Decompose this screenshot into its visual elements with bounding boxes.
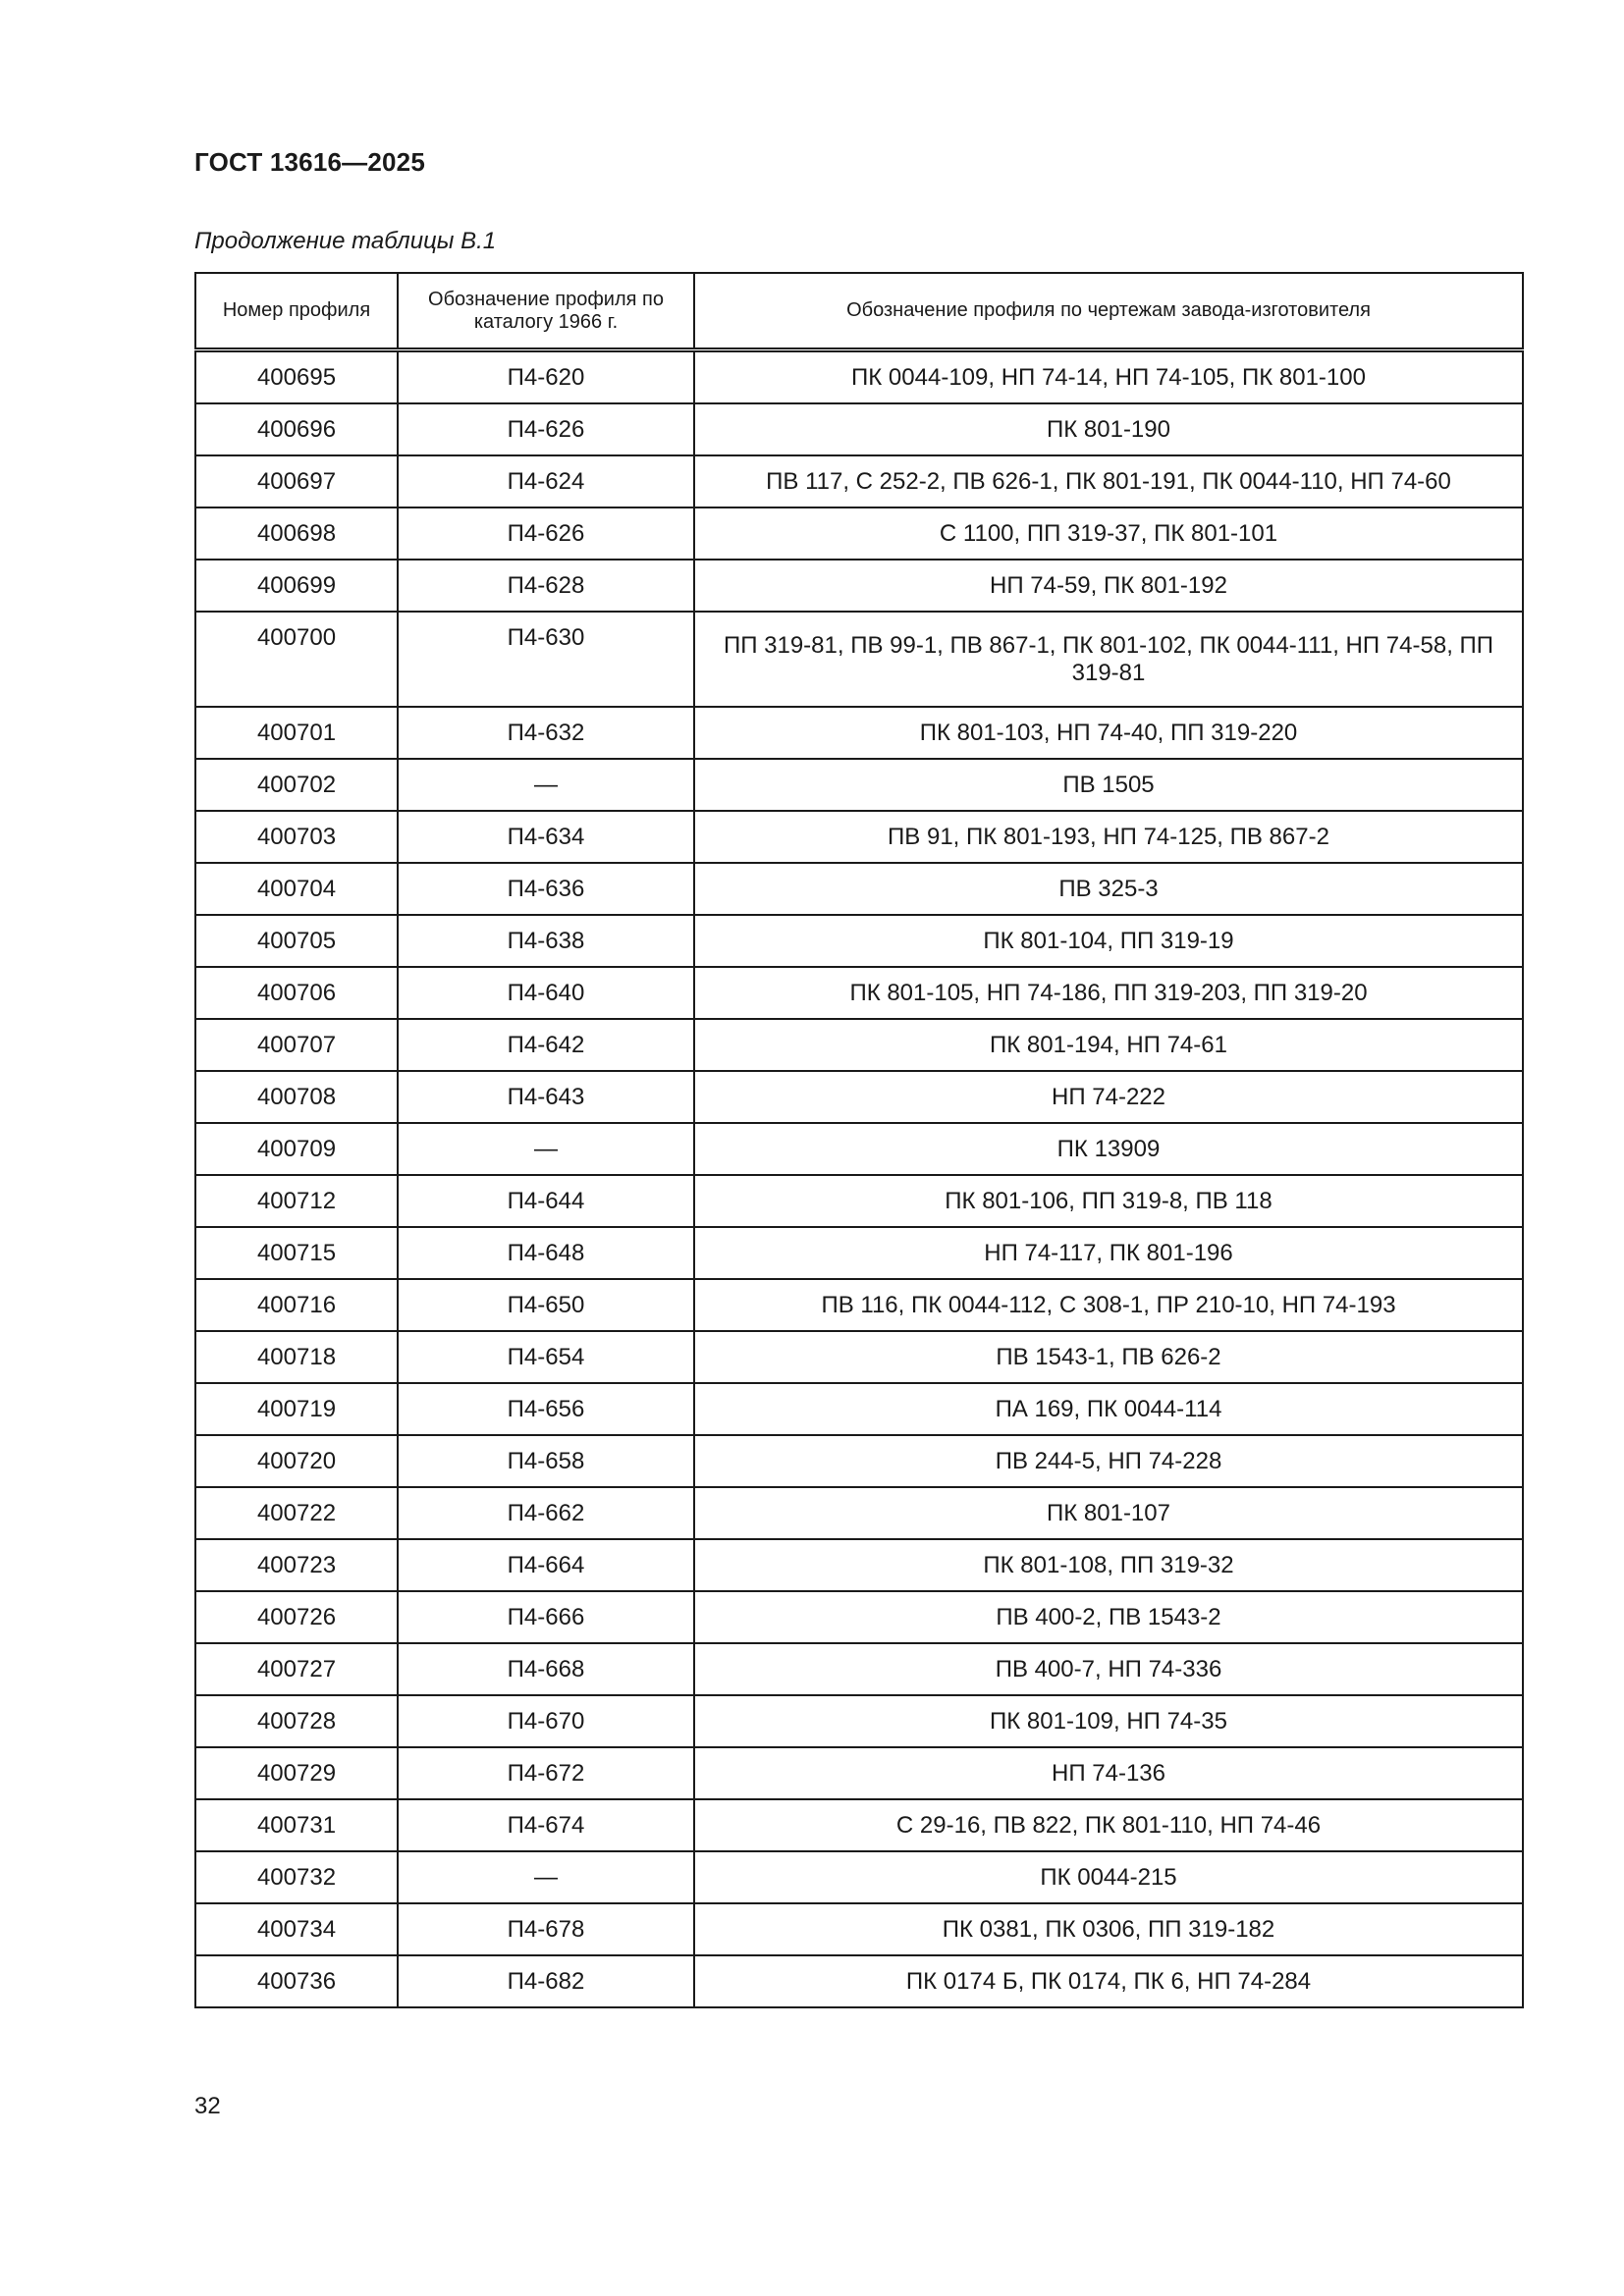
table-row <box>195 1539 1523 1591</box>
catalog-designation-cell: П4-668 <box>398 1643 694 1695</box>
profile-number-cell: 400699 <box>195 560 398 612</box>
profile-number-cell: 400722 <box>195 1487 398 1539</box>
table-header-row <box>195 273 1523 350</box>
table-row <box>195 1019 1523 1071</box>
profile-number-cell: 400696 <box>195 403 398 455</box>
table-row <box>195 1331 1523 1383</box>
table-row <box>195 1071 1523 1123</box>
drawing-designation-cell: ПВ 1543-1, ПВ 626-2 <box>694 1331 1523 1383</box>
table-caption: Продолжение таблицы В.1 <box>194 228 497 254</box>
catalog-designation-cell: П4-644 <box>398 1175 694 1227</box>
table-row <box>195 507 1523 560</box>
profile-number-cell: 400703 <box>195 811 398 863</box>
profile-number-cell: 400723 <box>195 1539 398 1591</box>
table-row <box>195 1175 1523 1227</box>
catalog-designation-cell: П4-648 <box>398 1227 694 1279</box>
table-row <box>195 967 1523 1019</box>
profile-number-cell: 400734 <box>195 1903 398 1955</box>
drawing-designation-cell: ПВ 116, ПК 0044-112, С 308-1, ПР 210-10, НП 74-193 <box>694 1279 1523 1331</box>
catalog-designation-cell: П4-638 <box>398 915 694 967</box>
drawing-designation-cell: ПВ 244-5, НП 74-228 <box>694 1435 1523 1487</box>
profile-number-cell: 400731 <box>195 1799 398 1851</box>
profile-number-cell: 400736 <box>195 1955 398 2007</box>
catalog-designation-cell: П4-640 <box>398 967 694 1019</box>
catalog-designation-cell: П4-664 <box>398 1539 694 1591</box>
profile-number-cell: 400729 <box>195 1747 398 1799</box>
drawing-designation-cell: НП 74-117, ПК 801-196 <box>694 1227 1523 1279</box>
drawing-designation-cell: ПК 0044-215 <box>694 1851 1523 1903</box>
table-row <box>195 1695 1523 1747</box>
profile-number-cell: 400728 <box>195 1695 398 1747</box>
catalog-designation-cell: П4-672 <box>398 1747 694 1799</box>
catalog-designation-cell: П4-670 <box>398 1695 694 1747</box>
table-row <box>195 759 1523 811</box>
profile-number-cell: 400715 <box>195 1227 398 1279</box>
drawing-designation-cell: ПВ 1505 <box>694 759 1523 811</box>
table-row <box>195 1591 1523 1643</box>
drawing-designation-cell: С 29-16, ПВ 822, ПК 801-110, НП 74-46 <box>694 1799 1523 1851</box>
catalog-designation-cell: — <box>398 1851 694 1903</box>
profile-number-cell: 400706 <box>195 967 398 1019</box>
catalog-designation-cell: П4-624 <box>398 455 694 507</box>
table-row <box>195 612 1523 707</box>
catalog-designation-cell: П4-642 <box>398 1019 694 1071</box>
drawing-designation-cell: ПК 801-190 <box>694 403 1523 455</box>
catalog-designation-cell: П4-626 <box>398 403 694 455</box>
drawing-designation-cell: ПВ 325-3 <box>694 863 1523 915</box>
catalog-designation-cell: П4-620 <box>398 350 694 404</box>
profile-number-cell: 400701 <box>195 707 398 759</box>
catalog-designation-cell: П4-636 <box>398 863 694 915</box>
table-row <box>195 403 1523 455</box>
profile-number-cell: 400716 <box>195 1279 398 1331</box>
catalog-designation-cell: П4-634 <box>398 811 694 863</box>
catalog-designation-cell: П4-626 <box>398 507 694 560</box>
drawing-designation-cell: ПВ 91, ПК 801-193, НП 74-125, ПВ 867-2 <box>694 811 1523 863</box>
drawing-designation-cell: ПК 801-194, НП 74-61 <box>694 1019 1523 1071</box>
profile-number-cell: 400719 <box>195 1383 398 1435</box>
profile-number-cell: 400702 <box>195 759 398 811</box>
profile-table <box>194 272 1524 2008</box>
profile-number-cell: 400708 <box>195 1071 398 1123</box>
catalog-designation-cell: П4-630 <box>398 612 694 707</box>
profile-number-cell: 400718 <box>195 1331 398 1383</box>
table-row <box>195 455 1523 507</box>
table-row <box>195 1383 1523 1435</box>
profile-number-cell: 400732 <box>195 1851 398 1903</box>
table-row <box>195 811 1523 863</box>
profile-number-cell: 400697 <box>195 455 398 507</box>
drawing-designation-cell: ПК 801-104, ПП 319-19 <box>694 915 1523 967</box>
drawing-designation-cell: ПК 801-105, НП 74-186, ПП 319-203, ПП 319-20 <box>694 967 1523 1019</box>
table-body <box>195 350 1523 2008</box>
drawing-designation-cell: ПК 0044-109, НП 74-14, НП 74-105, ПК 801-100 <box>694 350 1523 404</box>
table-row <box>195 1955 1523 2007</box>
table-row <box>195 1851 1523 1903</box>
profile-number-cell: 400720 <box>195 1435 398 1487</box>
drawing-designation-cell: ПК 13909 <box>694 1123 1523 1175</box>
catalog-designation-cell: П4-650 <box>398 1279 694 1331</box>
catalog-designation-cell: П4-678 <box>398 1903 694 1955</box>
drawing-designation-cell: ПК 0174 Б, ПК 0174, ПК 6, НП 74-284 <box>694 1955 1523 2007</box>
table-row <box>195 707 1523 759</box>
catalog-designation-cell: П4-662 <box>398 1487 694 1539</box>
table-row <box>195 1903 1523 1955</box>
drawing-designation-cell: ПВ 400-2, ПВ 1543-2 <box>694 1591 1523 1643</box>
profile-number-cell: 400700 <box>195 612 398 707</box>
page-number: 32 <box>194 2093 221 2119</box>
table-row <box>195 1747 1523 1799</box>
profile-number-cell: 400695 <box>195 350 398 404</box>
table-row <box>195 1643 1523 1695</box>
profile-number-cell: 400726 <box>195 1591 398 1643</box>
catalog-designation-cell: П4-656 <box>398 1383 694 1435</box>
profile-number-cell: 400727 <box>195 1643 398 1695</box>
drawing-designation-cell: ПК 801-103, НП 74-40, ПП 319-220 <box>694 707 1523 759</box>
table-row <box>195 1435 1523 1487</box>
table-row <box>195 1123 1523 1175</box>
drawing-designation-cell: ПА 169, ПК 0044-114 <box>694 1383 1523 1435</box>
drawing-designation-cell: С 1100, ПП 319-37, ПК 801-101 <box>694 507 1523 560</box>
profile-number-cell: 400707 <box>195 1019 398 1071</box>
table-row <box>195 1487 1523 1539</box>
profile-number-cell: 400704 <box>195 863 398 915</box>
catalog-designation-cell: — <box>398 759 694 811</box>
drawing-designation-cell: НП 74-59, ПК 801-192 <box>694 560 1523 612</box>
catalog-designation-cell: П4-628 <box>398 560 694 612</box>
profile-number-cell: 400709 <box>195 1123 398 1175</box>
table-row <box>195 1799 1523 1851</box>
drawing-designation-cell: ПК 801-106, ПП 319-8, ПВ 118 <box>694 1175 1523 1227</box>
profile-number-cell: 400705 <box>195 915 398 967</box>
drawing-designation-cell: НП 74-136 <box>694 1747 1523 1799</box>
drawing-designation-cell: ПВ 400-7, НП 74-336 <box>694 1643 1523 1695</box>
table-row <box>195 915 1523 967</box>
catalog-designation-cell: П4-682 <box>398 1955 694 2007</box>
profile-number-cell: 400712 <box>195 1175 398 1227</box>
drawing-designation-cell: ПП 319-81, ПВ 99-1, ПВ 867-1, ПК 801-102, ПК 0044-111, НП 74-58, ПП 319-81 <box>694 612 1523 707</box>
profile-number-cell: 400698 <box>195 507 398 560</box>
table-row <box>195 1227 1523 1279</box>
column-header-catalog-designation: Обозначение профиля по каталогу 1966 г. <box>398 273 694 350</box>
catalog-designation-cell: П4-643 <box>398 1071 694 1123</box>
drawing-designation-cell: ПК 0381, ПК 0306, ПП 319-182 <box>694 1903 1523 1955</box>
table-row <box>195 560 1523 612</box>
table-row <box>195 1279 1523 1331</box>
column-header-drawing-designation: Обозначение профиля по чертежам завода-изготовителя <box>694 273 1523 350</box>
catalog-designation-cell: П4-674 <box>398 1799 694 1851</box>
drawing-designation-cell: ПК 801-109, НП 74-35 <box>694 1695 1523 1747</box>
catalog-designation-cell: П4-658 <box>398 1435 694 1487</box>
drawing-designation-cell: ПК 801-108, ПП 319-32 <box>694 1539 1523 1591</box>
catalog-designation-cell: П4-654 <box>398 1331 694 1383</box>
catalog-designation-cell: П4-666 <box>398 1591 694 1643</box>
catalog-designation-cell: П4-632 <box>398 707 694 759</box>
drawing-designation-cell: ПВ 117, С 252-2, ПВ 626-1, ПК 801-191, ПК 0044-110, НП 74-60 <box>694 455 1523 507</box>
drawing-designation-cell: НП 74-222 <box>694 1071 1523 1123</box>
table-row <box>195 863 1523 915</box>
catalog-designation-cell: — <box>398 1123 694 1175</box>
table-row <box>195 350 1523 404</box>
column-header-profile-number: Номер профиля <box>195 273 398 350</box>
drawing-designation-cell: ПК 801-107 <box>694 1487 1523 1539</box>
document-code: ГОСТ 13616—2025 <box>194 147 425 177</box>
